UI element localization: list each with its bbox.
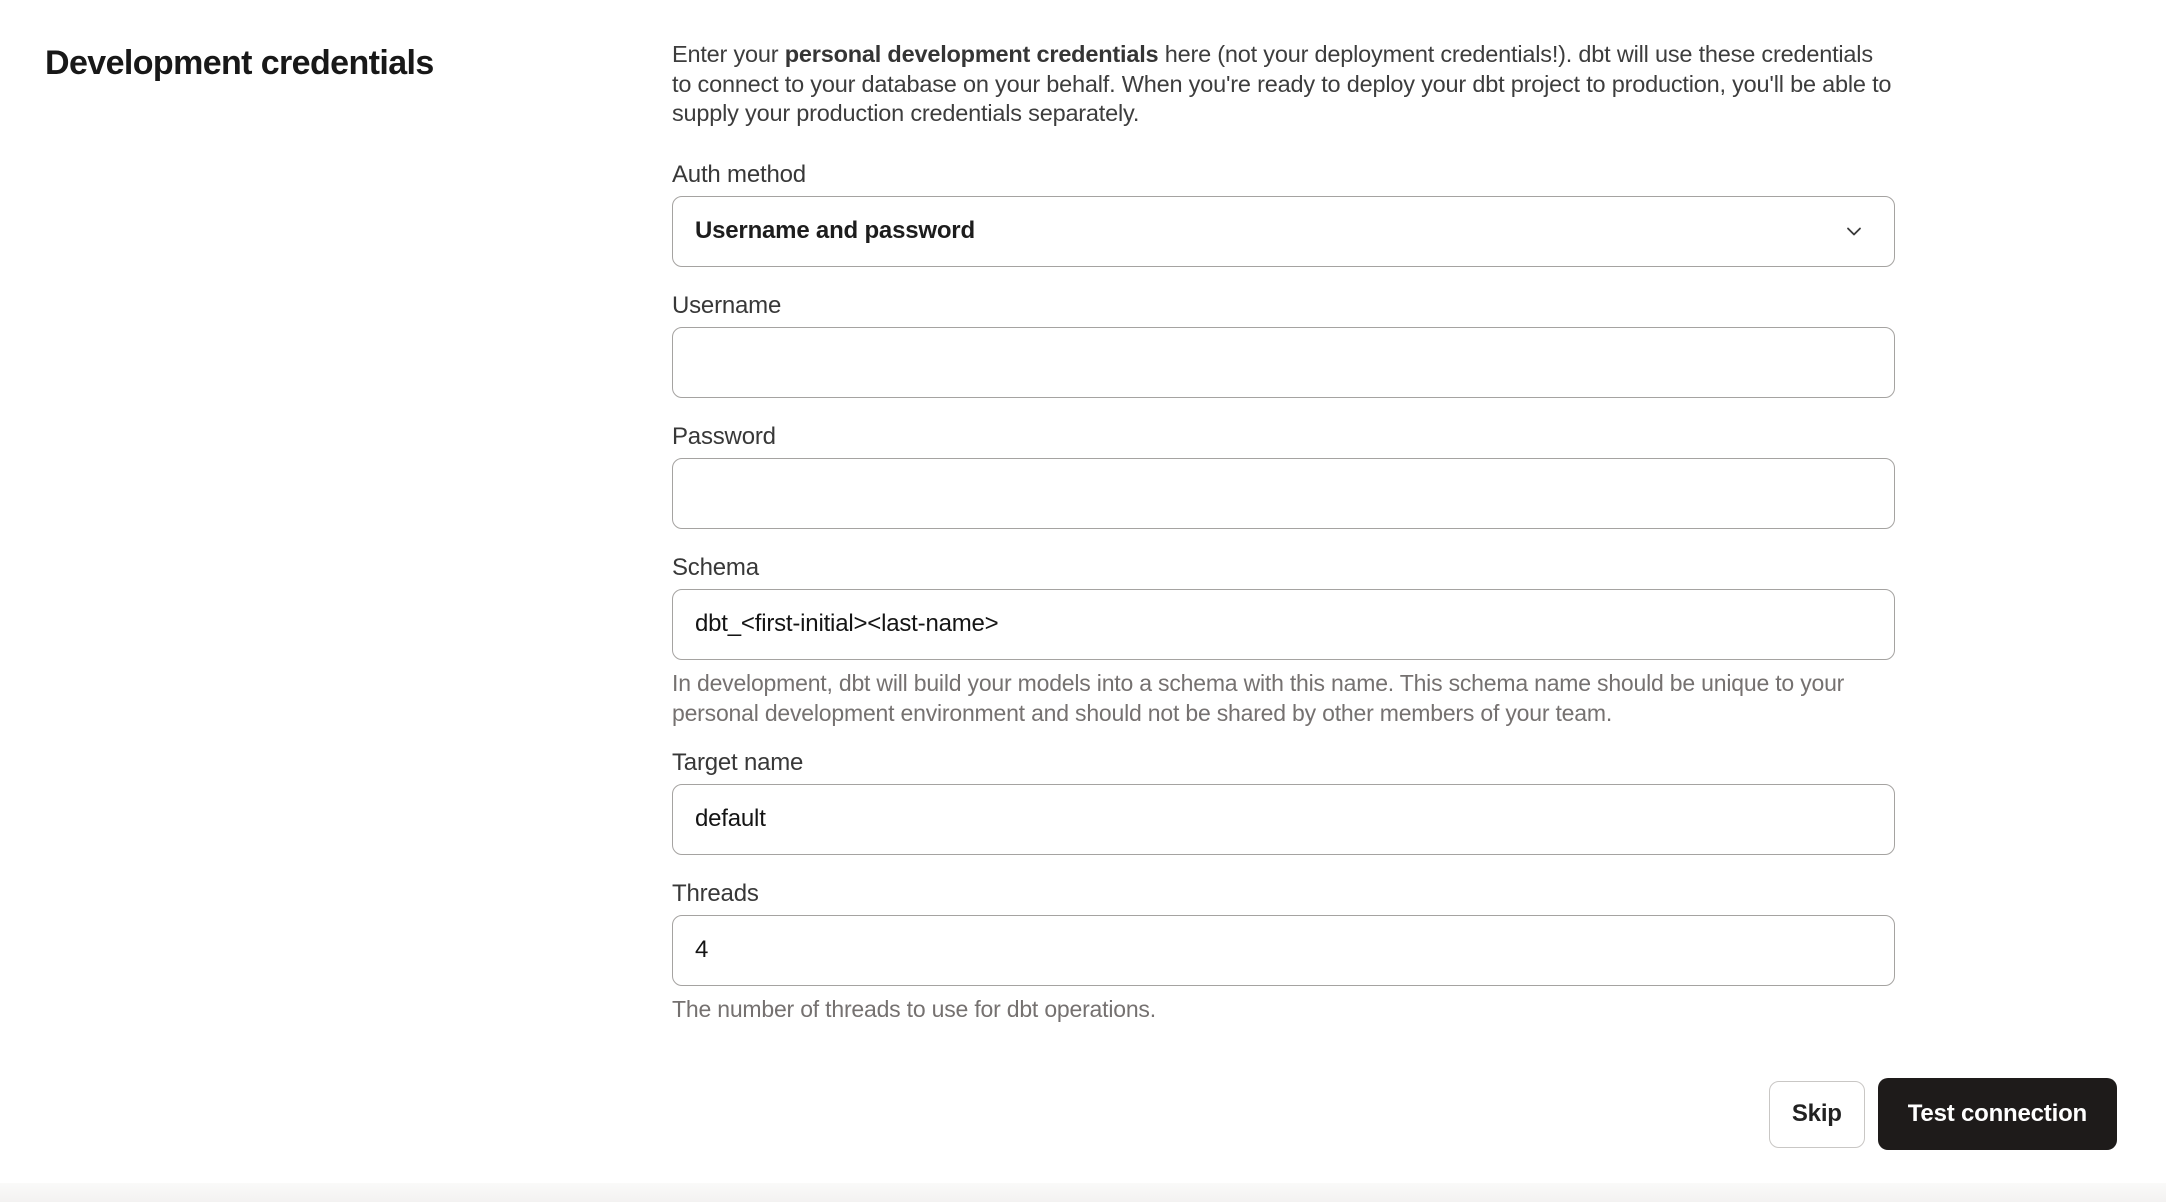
skip-button[interactable]: Skip xyxy=(1769,1081,1865,1148)
threads-label: Threads xyxy=(672,879,759,907)
threads-input[interactable] xyxy=(672,915,1895,986)
password-field-group xyxy=(672,422,1895,529)
target-name-field-group xyxy=(672,748,1895,855)
page-description xyxy=(672,40,1895,129)
target-name-label: Target name xyxy=(672,748,804,776)
auth-method-select[interactable] xyxy=(672,196,1895,267)
bottom-edge-strip xyxy=(0,1183,2166,1202)
description-suffix: here (not your deployment credentials!). dbt will use these credentials to connect to your database on your behalf. When you're ready to deploy your dbt project to production, you'll be able to supply your production credentials separately. xyxy=(672,41,1892,126)
description-bold: personal development credentials xyxy=(784,41,1159,67)
auth-method-label: Auth method xyxy=(672,160,806,188)
threads-help-text: The number of threads to use for dbt operations. xyxy=(672,995,1156,1022)
credentials-form xyxy=(672,40,1895,1024)
chevron-down-icon xyxy=(1842,219,1866,243)
page-title: Development credentials xyxy=(45,44,434,82)
password-input[interactable] xyxy=(672,458,1895,529)
username-field-group xyxy=(672,291,1895,398)
username-label: Username xyxy=(672,291,782,319)
auth-method-selected-value: Username and password xyxy=(695,217,975,244)
threads-field-group xyxy=(672,879,1895,1024)
auth-method-field xyxy=(672,160,1895,267)
schema-field-group xyxy=(672,553,1895,728)
footer-actions xyxy=(1769,1078,2117,1150)
schema-input[interactable] xyxy=(672,589,1895,660)
schema-help-text: In development, dbt will build your models into a schema with this name. This schema name should be unique to your personal development environment and should not be shared by other members of your team. xyxy=(672,669,1845,726)
description-prefix: Enter your xyxy=(672,41,785,67)
password-label: Password xyxy=(672,422,776,450)
schema-label: Schema xyxy=(672,553,759,581)
username-input[interactable] xyxy=(672,327,1895,398)
test-connection-button[interactable]: Test connection xyxy=(1878,1078,2117,1150)
target-name-input[interactable] xyxy=(672,784,1895,855)
